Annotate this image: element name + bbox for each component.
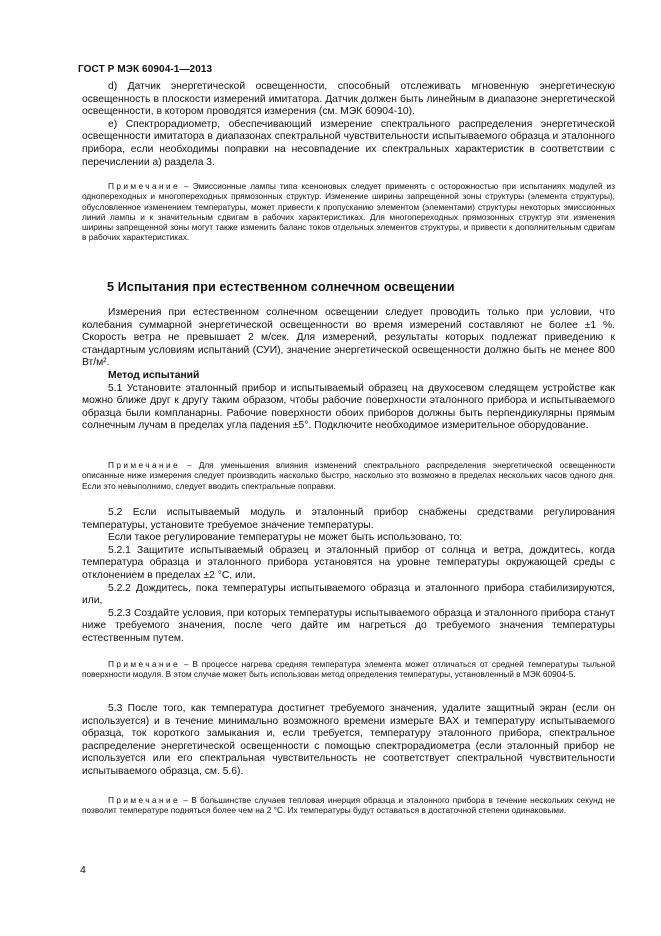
note-xenon-lamps (82, 181, 615, 243)
clause-5-1: 5.1 Установите эталонный прибор и испытываемый образец на двухосевом следящем устройстве как можно ближе друг к другу таким образом, чтобы рабочие поверхности эталонного прибора и испытываемого образца были компланарны. Рабочие поверхности обоих приборов должны быть перпендикулярны прямым солнечным лучам в пределах угла падения ±5°. Подключите необходимое измерительное оборудование. (82, 382, 615, 432)
clause-5-2-1: 5.2.1 Защитите испытываемый образец и эталонный прибор от солнца и ветра, дождитесь, когда температура образца и эталонного прибора установятся на уровне температуры окружающей среды с отклонением в пределах ±2 °С, или, (82, 544, 615, 581)
section-5-intro: Измерения при естественном солнечном освещении следует проводить только при условии, что колебания суммарной энергетической освещенности во время измерений составляют не более ±1 %. Скорость ветра не превышает 2 м/сек. Для измерений, результаты которых подлежат приведению к стандартным условиям испытаний (СУИ), значение энергетической освещенности должно быть не менее 800 Вт/м². (82, 307, 615, 369)
clause-5-2: 5.2 Если испытываемый модуль и эталонный прибор снабжены средствами регулирования температуры, установите требуемое значение температуры. (82, 507, 615, 531)
clause-5-2-block (82, 507, 615, 646)
note-text: – В процессе нагрева средняя температура элемента может отличаться от средней температуры тыльной поверхности модуля. В этом случае может быть использован метод определения температуры, установленный в МЭК 60904-5. (82, 659, 615, 680)
item-e-spectroradiometer: e) Спектрорадиометр, обеспечивающий измерение спектрального распределения энергетической освещенности имитатора в диапазонах спектральной чувствительности испытываемого образца и эталонного прибора, если необходимы поправки на несовпадение их спектральных характеристик в соответствии с перечислении а) раздела 3. (82, 118, 615, 168)
note-text: – Эмиссионные лампы типа ксеноновых следует применять с осторожностью при испытаниях модулей из однопереходных и многопереходных прямозонных структур. Изменение ширины запрещенной зоны структуры (элемента структуры), обусловленное изменением температуры, может привести к пропусканию элементом (элементами) структуры некоторых эмиссионных линий лампы и к значительным сдвигам в рабочих характеристиках. Для многопереходных прямозонных структур эти изменения ширины запрещенной зоны могут также изменить баланс токов отдельных элементов структуры, и привести к дополнительным сдвигам в рабочих характеристиках. (82, 181, 615, 243)
note-label: Примечание (108, 460, 181, 470)
page-number: 4 (80, 864, 86, 876)
equipment-list-continued (82, 81, 615, 169)
note-spectral-variation (82, 460, 615, 491)
section-5-heading: 5 Испытания при естественном солнечном освещении (107, 280, 455, 294)
clause-5-2-condition: Если такое регулирование температуры не может быть использовано, то: (108, 532, 463, 544)
note-label: Примечание (108, 795, 181, 805)
clause-5-3: 5.3 После того, как температура достигнет требуемого значения, удалите защитный экран (если он используется) и в течение минимально возможного времени измерьте ВАХ и температуру испытываемого образца, ток короткого замыкания и, если требуется, температуру эталонного прибора, спектральное распределение энергетической освещенности с помощью спектрорадиометра (если эталонный прибор не используется или его спектральная чувствительность не соответствует спектральной чувствительности испытываемого образца, см. 5.6). (82, 703, 615, 777)
item-d-irradiance-sensor: d) Датчик энергетической освещенности, способный отслеживать мгновенную энергетическую освещенность в плоскости измерений имитатора. Датчик должен быть линейным в диапазоне энергетической освещенности, в котором проводятся измерения (см. МЭК 60904-10). (82, 81, 615, 118)
clause-5-2-3: 5.2.3 Создайте условия, при которых температуры испытываемого образца и эталонного прибора станут ниже требуемого значения, после чего дайте им нагреться до требуемого значения температуры естественным путем. (82, 607, 615, 644)
section-5-intro-block (82, 307, 615, 433)
note-thermal-inertia (82, 795, 615, 816)
note-text: – Для уменьшения влияния изменений спектрального распределения энергетической освещенности описанные ниже измерения следует производить насколько быстро, насколько это возможно в пределах нескольких часов одного дня. Если это невыполнимо, следует вводить спектральные поправки. (82, 460, 615, 491)
note-label: Примечание (108, 659, 181, 669)
clause-5-2-2: 5.2.2 Дождитесь, пока температуры испытываемого образца и эталонного прибора стабилизируются, или, (82, 582, 615, 607)
method-heading: Метод испытаний (108, 369, 200, 381)
standard-title: ГОСТ Р МЭК 60904-1—2013 (78, 64, 213, 75)
clause-5-3-block (82, 703, 615, 779)
note-label: Примечание (108, 181, 181, 191)
note-cell-temperature (82, 659, 615, 680)
note-text: – В большинстве случаев тепловая инерция образца и эталонного прибора в течение нескольких секунд не позволит температуре подняться более чем на 2 °С. Их температуры будут оставаться в достаточной степени одинаковыми. (82, 795, 615, 816)
